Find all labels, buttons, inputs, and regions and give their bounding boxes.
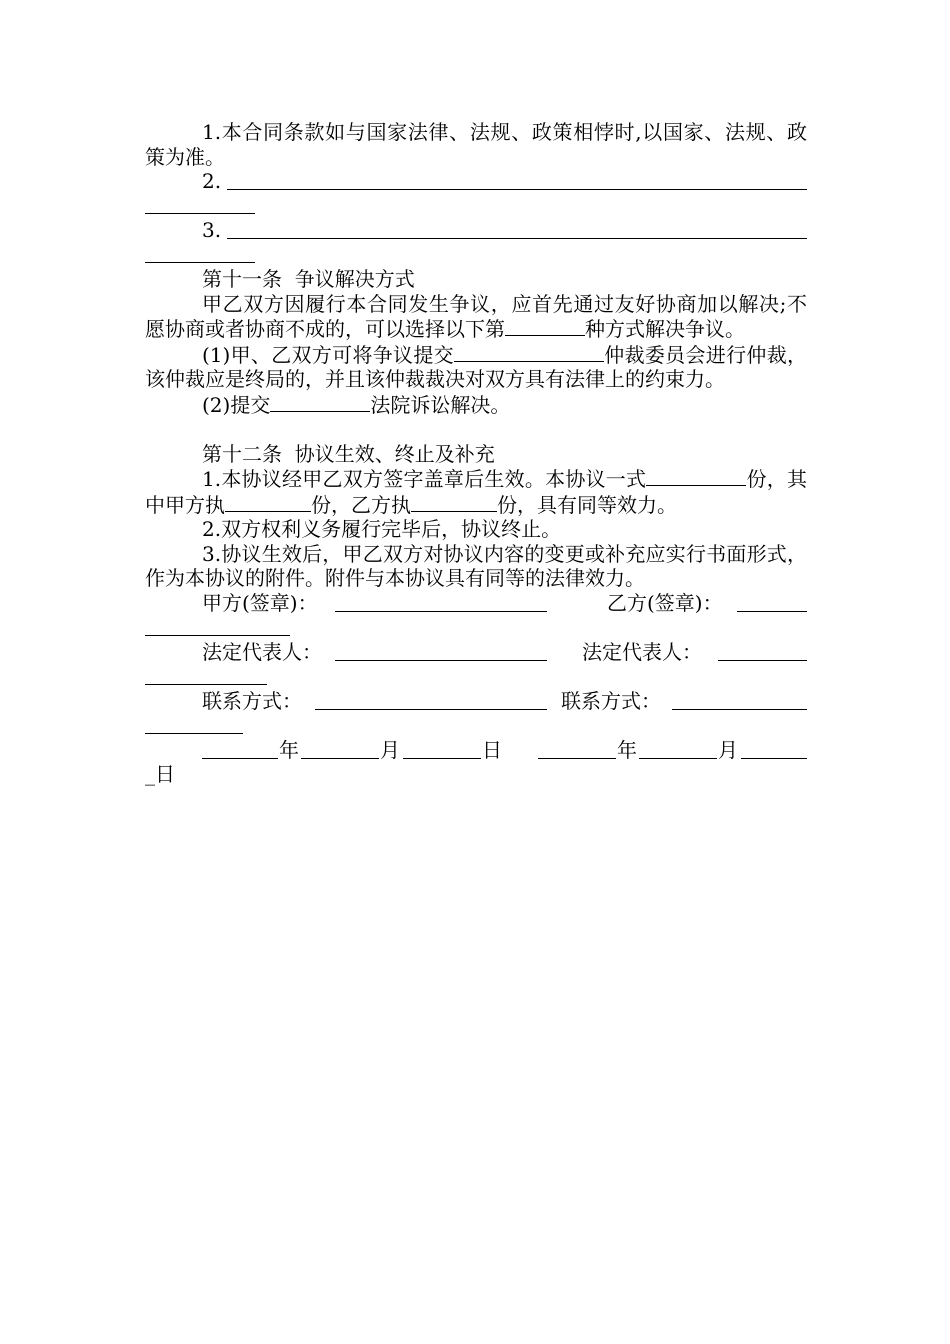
copies-party-b-blank[interactable] — [411, 492, 497, 512]
contact-b-blank-continued[interactable] — [145, 733, 243, 734]
contact-b-blank[interactable] — [672, 709, 807, 710]
date-b-year-label: 年 — [617, 737, 637, 762]
date-a-year-label: 年 — [279, 737, 299, 762]
art11-method-number-blank[interactable] — [505, 316, 585, 336]
legal-rep-b-blank-continued[interactable] — [145, 684, 267, 685]
art10-item2-blank[interactable] — [227, 189, 807, 190]
signature-row-party — [145, 591, 807, 640]
art10-item3 — [145, 218, 807, 267]
date-b-day-blank[interactable] — [741, 758, 807, 759]
art11-option2-text-a: (2)提交 — [202, 392, 271, 417]
party-a-signature-blank[interactable] — [335, 611, 547, 612]
art12-item3: 3.协议生效后，甲乙双方对协议内容的变更或补充应实行书面形式，作为本协议的附件。附件与本协议具有同等的法律效力。 — [145, 541, 807, 590]
date-b-day-label: _日 — [145, 762, 175, 786]
date-a-year-blank[interactable] — [202, 758, 278, 759]
signature-row-legal-rep — [145, 640, 807, 689]
date-a-day-label: 日 — [482, 737, 502, 762]
legal-rep-b-blank[interactable] — [718, 660, 807, 661]
art12-title: 第十二条 协议生效、终止及补充 — [202, 441, 495, 466]
art10-item1: 1.本合同条款如与国家法律、法规、政策相悖时,以国家、法规、政策为准。 — [145, 120, 807, 169]
date-b-month-blank[interactable] — [639, 758, 717, 759]
party-b-signature-label: 乙方(签章)： — [607, 590, 723, 615]
legal-rep-a-label: 法定代表人： — [202, 639, 322, 664]
signature-row-contact — [145, 689, 807, 738]
art11-option1 — [145, 342, 807, 392]
art11-option1-text-b: 仲裁委员会进行仲裁，该仲裁应是终局的，并且该仲裁裁决对双方具有法律上的约束力。 — [145, 342, 807, 391]
contact-a-label: 联系方式： — [202, 688, 302, 713]
art10-item3-blank-continued[interactable] — [145, 262, 255, 263]
art12-item2: 2.双方权利义务履行完毕后，协议终止。 — [202, 517, 562, 541]
legal-rep-a-blank[interactable] — [335, 660, 547, 661]
copies-total-blank[interactable] — [646, 466, 746, 486]
date-b-year-blank[interactable] — [538, 758, 616, 759]
date-a-day-blank[interactable] — [403, 758, 481, 759]
court-name-blank[interactable] — [270, 392, 370, 412]
contact-a-blank[interactable] — [315, 709, 547, 710]
art11-option2-text-b: 法院诉讼解决。 — [370, 392, 511, 417]
art11-intro-text-a: 甲乙双方因履行本合同发生争议，应首先通过友好协商加以解决;不愿协商或者协商不成的，可以选择以下第 — [145, 291, 807, 341]
party-b-signature-blank-continued[interactable] — [145, 635, 290, 636]
copies-party-a-blank[interactable] — [225, 492, 311, 512]
art10-item2 — [145, 169, 807, 218]
document-page — [145, 120, 807, 787]
art12-item1-text-d: 份，具有同等效力。 — [497, 492, 677, 517]
art12-item1-text-b: 份，其中甲方执 — [145, 467, 807, 517]
legal-rep-b-label: 法定代表人： — [582, 639, 702, 664]
party-b-signature-blank[interactable] — [737, 611, 807, 612]
art11-option2 — [145, 392, 807, 418]
art10-item2-number: 2. — [202, 169, 222, 193]
contact-b-label: 联系方式： — [561, 688, 661, 713]
art10-item2-blank-continued[interactable] — [145, 213, 255, 214]
art12-item1-text-a: 1.本协议经甲乙双方签字盖章后生效。本协议一式 — [202, 467, 647, 491]
art11-intro — [145, 292, 807, 342]
date-b-month-label: 月 — [718, 737, 738, 762]
art12-item1-text-c: 份，乙方执 — [311, 492, 411, 517]
party-a-signature-label: 甲方(签章)： — [202, 590, 318, 615]
date-a-month-label: 月 — [380, 737, 400, 762]
art11-option1-text-a: (1)甲、乙双方可将争议提交 — [202, 342, 454, 367]
spacer — [145, 417, 807, 442]
date-a-month-blank[interactable] — [301, 758, 379, 759]
art10-item3-blank[interactable] — [227, 238, 807, 239]
art10-item3-number: 3. — [202, 218, 222, 242]
arbitration-committee-blank[interactable] — [454, 342, 604, 362]
art12-item1 — [145, 466, 807, 517]
art11-intro-text-b: 种方式解决争议。 — [585, 317, 745, 341]
art11-title: 第十一条 争议解决方式 — [202, 267, 415, 291]
signature-row-date — [145, 738, 807, 787]
